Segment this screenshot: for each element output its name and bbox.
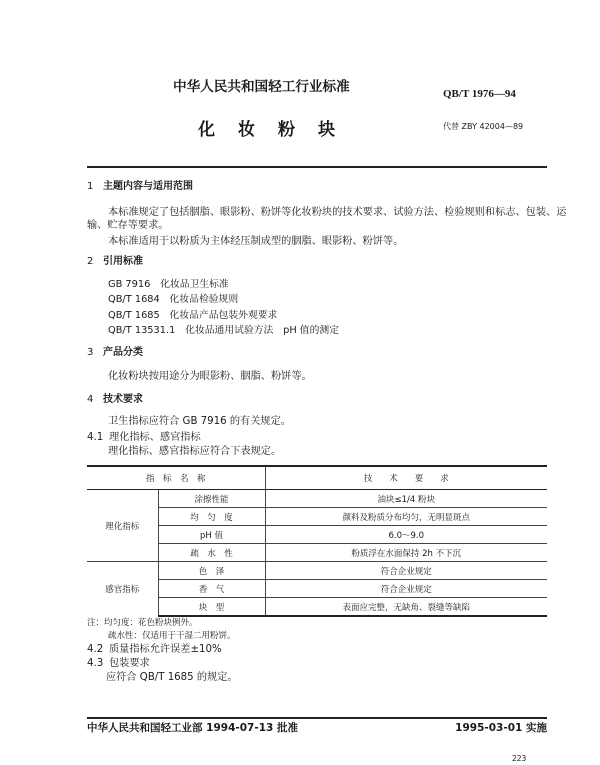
header-rule <box>87 166 547 168</box>
section-title: 主题内容与适用范围 <box>103 181 193 192</box>
standard-category-title: 中华人民共和国轻工行业标准 <box>173 79 350 95</box>
standard-code: QB/T 1976—94 <box>443 88 516 100</box>
header-requirement: 技 术 要 求 <box>265 466 547 490</box>
replaces-standard: 代替 ZBY 42004—89 <box>443 122 524 131</box>
section-1-paragraph: 本标准规定了包括胭脂、眼影粉、粉饼等化妆粉块的技术要求、试验方法、检验规则和标志、包装、运 <box>108 207 567 218</box>
section-title: 质量指标允许误差±10% <box>109 644 222 655</box>
section-4-2 <box>87 645 222 655</box>
row-name: 涂擦性能 <box>158 490 265 508</box>
footer-rule <box>87 717 547 719</box>
row-requirement: 符合企业规定 <box>265 562 547 580</box>
section-1-paragraph-cont: 输、贮存等要求。 <box>87 220 169 231</box>
reference-item: QB/T 1685 化妆品产品包装外观要求 <box>108 310 278 321</box>
table-row <box>87 490 547 508</box>
section-4-heading <box>87 395 143 405</box>
section-number: 4 <box>87 394 94 405</box>
section-number: 1 <box>87 181 94 192</box>
row-name: 香 气 <box>158 580 265 598</box>
requirements-table <box>87 465 547 617</box>
reference-item: QB/T 1684 化妆品检验规则 <box>108 294 239 305</box>
section-number: 4.3 <box>87 658 104 669</box>
section-4-3 <box>87 659 150 669</box>
section-title: 包装要求 <box>109 658 150 669</box>
section-4-1-paragraph: 理化指标、感官指标应符合下表规定。 <box>108 446 282 457</box>
section-title: 技术要求 <box>103 394 143 405</box>
section-4-1-heading <box>87 433 201 443</box>
document-title: 化妆粉块 <box>198 120 358 140</box>
section-1-scope: 本标准适用于以粉质为主体经压制成型的胭脂、眼影粉、粉饼等。 <box>108 236 404 247</box>
table-header-row <box>87 466 547 490</box>
reference-item: QB/T 13531.1 化妆品通用试验方法 pH 值的测定 <box>108 325 339 336</box>
group-physicochemical: 理化指标 <box>87 490 158 562</box>
section-number: 4.1 <box>87 432 104 443</box>
row-name: 均 匀 度 <box>158 508 265 526</box>
table-note-2: 疏水性：仅适用于干湿二用粉饼。 <box>108 631 236 641</box>
row-requirement: 6.0～9.0 <box>265 526 547 544</box>
table-note-1: 注：均匀度：花色粉块例外。 <box>87 618 198 628</box>
section-number: 2 <box>87 256 94 267</box>
header-indicator-name: 指 标 名 称 <box>87 466 265 490</box>
row-name: pH 值 <box>158 526 265 544</box>
section-number: 4.2 <box>87 644 104 655</box>
row-name: 疏 水 性 <box>158 544 265 562</box>
section-3-paragraph: 化妆粉块按用途分为眼影粉、胭脂、粉饼等。 <box>108 371 312 382</box>
row-name: 色 泽 <box>158 562 265 580</box>
row-requirement: 表面应完整，无缺角、裂缝等缺陷 <box>265 598 547 617</box>
section-4-paragraph: 卫生指标应符合 GB 7916 的有关规定。 <box>108 416 291 427</box>
approval-date: 中华人民共和国轻工业部 1994-07-13 批准 <box>87 722 298 734</box>
effective-date: 1995-03-01 实施 <box>455 722 547 734</box>
page-number: 223 <box>512 754 527 763</box>
section-2-heading <box>87 257 143 267</box>
row-requirement: 粉质浮在水面保持 2h 不下沉 <box>265 544 547 562</box>
row-requirement: 符合企业规定 <box>265 580 547 598</box>
table-row <box>87 562 547 580</box>
section-4-3-paragraph: 应符合 QB/T 1685 的规定。 <box>106 672 238 683</box>
reference-item: GB 7916 化妆品卫生标准 <box>108 279 229 290</box>
section-number: 3 <box>87 347 94 358</box>
group-sensory: 感官指标 <box>87 562 158 617</box>
section-title: 引用标准 <box>103 256 143 267</box>
section-title: 理化指标、感官指标 <box>109 432 201 443</box>
section-1-heading <box>87 182 193 192</box>
section-3-heading <box>87 348 143 358</box>
row-requirement: 油块≤1/4 粉块 <box>265 490 547 508</box>
row-name: 块 型 <box>158 598 265 617</box>
row-requirement: 颜料及粉质分布均匀，无明显斑点 <box>265 508 547 526</box>
section-title: 产品分类 <box>103 347 143 358</box>
